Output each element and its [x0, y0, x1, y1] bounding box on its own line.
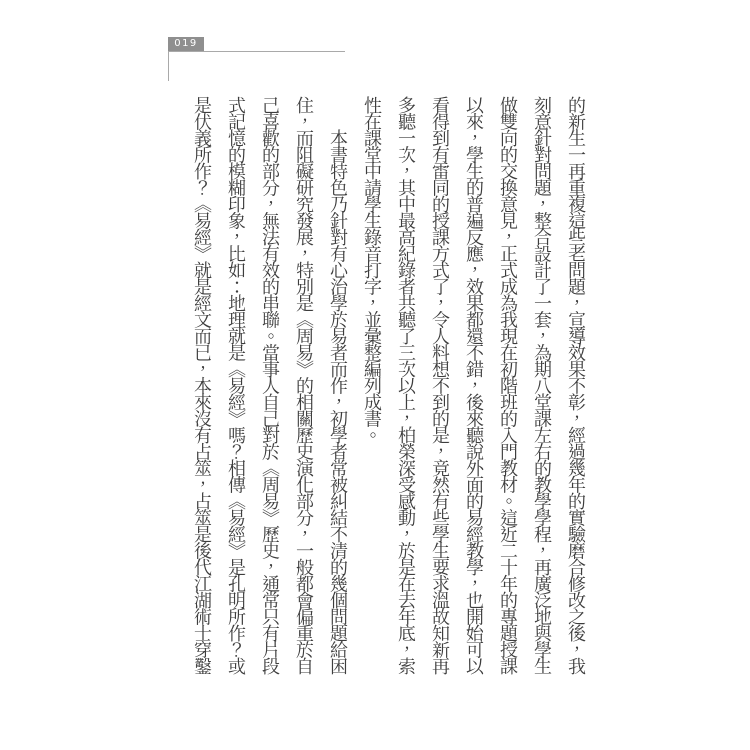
text-line: 式記憶的模糊印象，比如：地理就是《易經》嗎？相傳《易經》是孔明所作？或 [226, 96, 246, 674]
text-line: 的新生一再重複這些老問題，宣導效果不彰，經過幾年的實驗磨合修改之後，我 [566, 96, 586, 674]
text-line: 刻意針對問題，整合設計了一套，為期八堂課左右的教學學程，再廣泛地與學生 [532, 96, 552, 674]
text-line: 看得到有雷同的授課方式了，令人料想不到的是，竟然有些學生要求溫故知新再 [430, 96, 450, 674]
text-line: 以來，學生的普遍反應，效果都還不錯，後來聽說外面的易經教學，也開始可以 [464, 96, 484, 674]
header-rule-vertical [168, 52, 169, 81]
header-rule-horizontal [168, 51, 345, 52]
text-line: 多聽一次，其中最高紀錄者共聽了三次以上，柏榮深受感動，於是在去年底，索 [396, 96, 416, 674]
page-number-badge: 019 [168, 37, 204, 51]
text-line: 己喜歡的部分，無法有效的串聯。當事人自己對於《周易》歷史，通常只有片段 [260, 96, 280, 674]
text-line: 是伏義所作？《易經》就是經文而已，本來沒有占筮，占筮是後代江湖術士穿鑿 [192, 96, 212, 674]
text-line: 本書特色乃針對有心治學於易者而作，初學者常被糾結不清的幾個問題給困 [328, 129, 348, 674]
text-line: 住，而阻礙研究發展，特別是《周易》的相關歷史演化部分，一般都會偏重於自 [294, 96, 314, 674]
text-line: 做雙向的交換意見，正式成為我現在初階班的入門教材。這近二十年的專題授課 [498, 96, 518, 674]
text-line: 性在課堂中請學生錄音打字，並彙整編列成書。 [362, 96, 382, 443]
page-body [185, 96, 593, 716]
